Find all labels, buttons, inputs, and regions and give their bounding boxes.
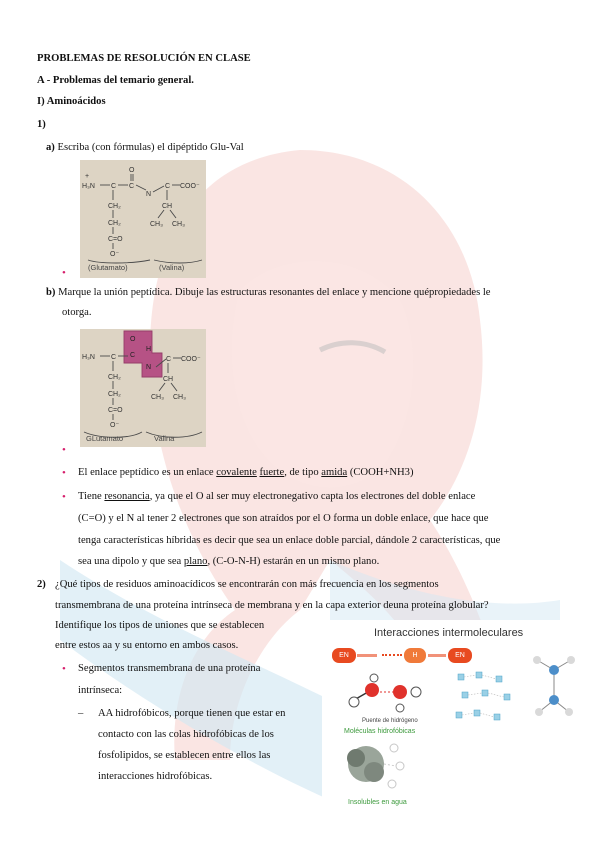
problem-number-2: 2) bbox=[37, 579, 46, 590]
text-run: , ya que el O al ser muy electronegativo capta los electrones del doble enlace bbox=[149, 491, 476, 502]
question-label: b) bbox=[46, 287, 56, 298]
hydrogen-node: H bbox=[404, 648, 426, 663]
problem2-line3: Identifique los tipos de uniones que se establecen bbox=[55, 620, 265, 631]
underlined-term: plano bbox=[183, 556, 208, 567]
intermolecular-figure bbox=[322, 620, 584, 812]
document-title: PROBLEMAS DE RESOLUCIÓN EN CLASE bbox=[37, 53, 251, 64]
bond-line bbox=[428, 654, 446, 657]
hydrogen-bond-dots bbox=[382, 654, 402, 659]
insoluble-label: Insolubles en agua bbox=[348, 799, 407, 806]
svg-text:CH: CH bbox=[163, 376, 174, 383]
text-run: El enlace peptídico es un enlace bbox=[78, 467, 217, 478]
hydrophobic-line3: fosfolipidos, se establecen entre ellos las bbox=[98, 750, 271, 761]
question-label: a) bbox=[46, 142, 55, 153]
question-1a bbox=[46, 141, 244, 156]
resonance-line2: (C=O) y el N al tener 2 electrones que son atraídos por el O forma un doble enlace, que hace que bbox=[78, 513, 489, 524]
question-text-line2: otorga. bbox=[62, 307, 92, 318]
svg-text:CH₃: CH₃ bbox=[173, 394, 186, 401]
glu-val-drawing bbox=[80, 160, 206, 278]
resonance-line3: tenga características híbridas es decir que sea un enlace doble parcial, dándole 2 características, que bbox=[78, 535, 501, 546]
peptide-bond-drawing bbox=[80, 329, 206, 447]
svg-text:C: C bbox=[111, 183, 117, 190]
text-run: (COOH+NH3) bbox=[347, 467, 414, 478]
peptide-bond-description bbox=[78, 466, 413, 481]
electronegative-left: EN bbox=[332, 648, 356, 663]
bullet-marker: • bbox=[62, 491, 66, 503]
svg-text:O: O bbox=[130, 336, 136, 343]
problem2-line2: transmembrana de una proteína intrínseca de membrana y en la capa exterior deuna proteína globular? bbox=[55, 600, 489, 611]
problem-number-1: 1) bbox=[37, 119, 46, 130]
molecular-lattice-icon bbox=[452, 668, 522, 728]
svg-text:CH₂: CH₂ bbox=[108, 374, 121, 381]
svg-text:C: C bbox=[166, 356, 172, 363]
subsection-heading: I) Aminoácidos bbox=[37, 96, 106, 107]
underlined-term: amida bbox=[321, 467, 348, 478]
bullet-marker: • bbox=[62, 467, 66, 479]
valine-label: (Valina) bbox=[159, 263, 185, 272]
svg-text:C: C bbox=[129, 183, 135, 190]
svg-text:N: N bbox=[146, 364, 152, 371]
svg-text:COO⁻: COO⁻ bbox=[181, 356, 201, 363]
hydrophobic-molecules-label: Moléculas hidrofóbicas bbox=[344, 728, 416, 735]
molecule-structure-icon bbox=[527, 650, 581, 720]
svg-text:C: C bbox=[130, 352, 136, 359]
section-heading: A - Problemas del temario general. bbox=[37, 75, 194, 86]
svg-text:H: H bbox=[146, 346, 152, 353]
svg-text:C: C bbox=[111, 354, 117, 361]
underlined-term: resonancia bbox=[104, 491, 150, 502]
svg-text:CH: CH bbox=[162, 203, 173, 210]
svg-text:C: C bbox=[165, 183, 171, 190]
svg-text:CH₃: CH₃ bbox=[150, 221, 163, 228]
hydrophobic-line1: AA hidrofóbicos, porque tienen que estar en bbox=[98, 708, 286, 719]
svg-text:CH₂: CH₂ bbox=[108, 220, 121, 227]
question-text-line1: Marque la unión peptídica. Dibuje las estructuras resonantes del enlace y mencione quépropiedades le bbox=[58, 287, 491, 298]
problem2-line4: entre estos aa y su entorno en ambos casos. bbox=[55, 640, 239, 651]
svg-text:H₃N: H₃N bbox=[82, 354, 95, 361]
svg-text:CH₂: CH₂ bbox=[108, 391, 121, 398]
valine-label: Valina bbox=[154, 434, 175, 443]
problem2-line1: ¿Qué tipos de residuos aminoacídicos se encontrarán con más frecuencia en los segmentos bbox=[55, 579, 439, 590]
hydrophobic-line4: interacciones hidrofóbicas. bbox=[98, 771, 213, 782]
empty-bullet: • bbox=[62, 444, 66, 456]
underlined-term: covalente bbox=[216, 467, 257, 478]
hydrogen-bridge-label: Puente de hidrógeno bbox=[362, 718, 418, 724]
empty-bullet: • bbox=[62, 267, 66, 279]
svg-text:O⁻: O⁻ bbox=[110, 251, 120, 258]
electronegative-right: EN bbox=[448, 648, 472, 663]
question-text: Escriba (con fórmulas) el dipéptido Glu-Val bbox=[57, 142, 244, 153]
bullet-marker: • bbox=[62, 663, 66, 675]
text-run: , de tipo bbox=[284, 467, 322, 478]
svg-text:CH₃: CH₃ bbox=[172, 221, 185, 228]
svg-text:N: N bbox=[146, 191, 152, 198]
resonance-line1 bbox=[78, 490, 475, 505]
svg-text:CH₃: CH₃ bbox=[151, 394, 164, 401]
svg-text:CH₂: CH₂ bbox=[108, 203, 121, 210]
transmembrane-bullet-line2: intrínseca: bbox=[78, 685, 123, 696]
dash-marker: – bbox=[78, 708, 84, 719]
bond-line bbox=[357, 654, 377, 657]
svg-text:COO⁻: COO⁻ bbox=[180, 183, 200, 190]
hydrophobic-molecule-icon bbox=[342, 736, 412, 796]
svg-text:O: O bbox=[129, 167, 135, 174]
text-run: sea una dipolo y que sea bbox=[78, 556, 184, 567]
underlined-term: fuerte bbox=[259, 467, 285, 478]
svg-text:C=O: C=O bbox=[108, 236, 123, 243]
figure-title: Interacciones intermoleculares bbox=[374, 627, 524, 639]
text-run: Tiene bbox=[78, 491, 105, 502]
transmembrane-bullet-line1: Segmentos transmembrana de una proteína bbox=[78, 663, 261, 674]
svg-text:H₃N: H₃N bbox=[82, 183, 95, 190]
svg-text:O⁻: O⁻ bbox=[110, 422, 120, 429]
glutamate-label: GLutamato bbox=[86, 434, 124, 443]
text-run: , (C-O-N-H) estarán en un mismo plano. bbox=[207, 556, 380, 567]
question-1b bbox=[46, 286, 491, 301]
resonance-line4 bbox=[78, 555, 379, 570]
hydrophobic-line2: contacto con las colas hidrofóbicas de los bbox=[98, 729, 274, 740]
water-hydrogen-bond-icon bbox=[342, 670, 432, 716]
svg-text:+: + bbox=[85, 173, 90, 180]
glutamate-label: (Glutamato) bbox=[88, 263, 128, 272]
svg-text:C=O: C=O bbox=[108, 407, 123, 414]
